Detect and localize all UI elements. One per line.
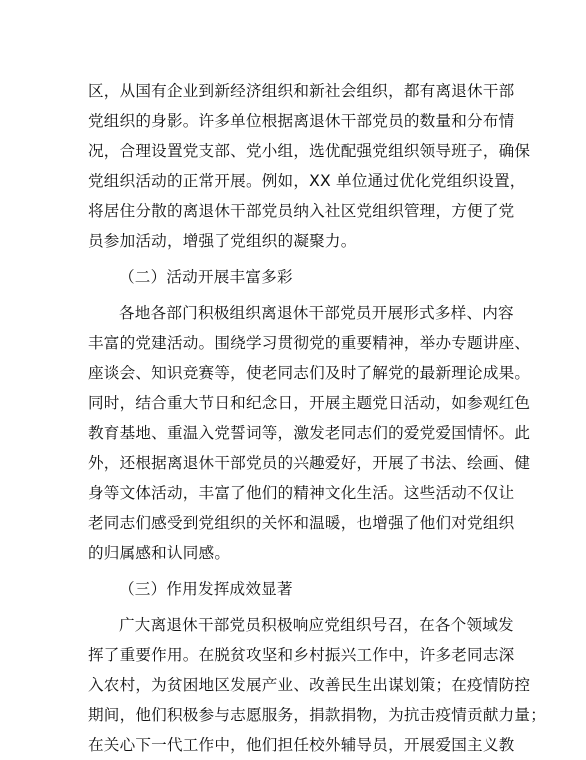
section-heading-effects: （三）作用发挥成效显著 bbox=[119, 580, 293, 598]
paragraph-organization-coverage bbox=[88, 76, 531, 256]
text-line: 各地各部门积极组织离退休干部党员开展形式多样、内容 bbox=[119, 304, 514, 322]
document-body bbox=[88, 76, 547, 760]
text-line: 老同志们感受到党组织的关怀和温暖，也增强了他们对党组织 bbox=[88, 514, 515, 532]
text-line: 况，合理设置党支部、党小组，选优配强党组织领导班子，确保 bbox=[88, 142, 531, 160]
text-line: 将居住分散的离退休干部党员纳入社区党组织管理，方便了党 bbox=[88, 202, 515, 220]
text-line: 期间，他们积极参与志愿服务，捐款捐物，为抗击疫情贡献力量； bbox=[88, 706, 547, 724]
text-line: 入农村，为贫困地区发展产业、改善民生出谋划策；在疫情防控 bbox=[88, 676, 531, 694]
text-line: 丰富的党建活动。围绕学习贯彻党的重要精神，举办专题讲座、 bbox=[88, 334, 531, 352]
text-line: 区，从国有企业到新经济组织和新社会组织，都有离退休干部 bbox=[88, 82, 515, 100]
text-line: 员参加活动，增强了党组织的凝聚力。 bbox=[88, 232, 357, 250]
text-line: 教育基地、重温入党誓词等，激发老同志们的爱党爱国情怀。此 bbox=[88, 424, 531, 442]
text-line: 广大离退休干部党员积极响应党组织号召，在各个领域发 bbox=[119, 616, 514, 634]
text-line: 在关心下一代工作中，他们担任校外辅导员，开展爱国主义教 bbox=[88, 736, 515, 754]
text-line: 挥了重要作用。在脱贫攻坚和乡村振兴工作中，许多老同志深 bbox=[88, 646, 515, 664]
paragraph-effects bbox=[88, 610, 547, 760]
text-line: 座谈会、知识竞赛等，使老同志们及时了解党的最新理论成果。 bbox=[88, 364, 531, 382]
text-line: 的归属感和认同感。 bbox=[88, 544, 231, 562]
text-line: 党组织的身影。许多单位根据离退休干部党员的数量和分布情 bbox=[88, 112, 515, 130]
text-line: 身等文体活动，丰富了他们的精神文化生活。这些活动不仅让 bbox=[88, 484, 515, 502]
paragraph-activities bbox=[88, 298, 531, 568]
text-line: 同时，结合重大节日和纪念日，开展主题党日活动，如参观红色 bbox=[88, 394, 531, 412]
text-line: 外，还根据离退休干部党员的兴趣爱好，开展了书法、绘画、健 bbox=[88, 454, 531, 472]
section-heading-activities: （二）活动开展丰富多彩 bbox=[119, 268, 293, 286]
text-line: 党组织活动的正常开展。例如，XX 单位通过优化党组织设置， bbox=[88, 172, 526, 190]
